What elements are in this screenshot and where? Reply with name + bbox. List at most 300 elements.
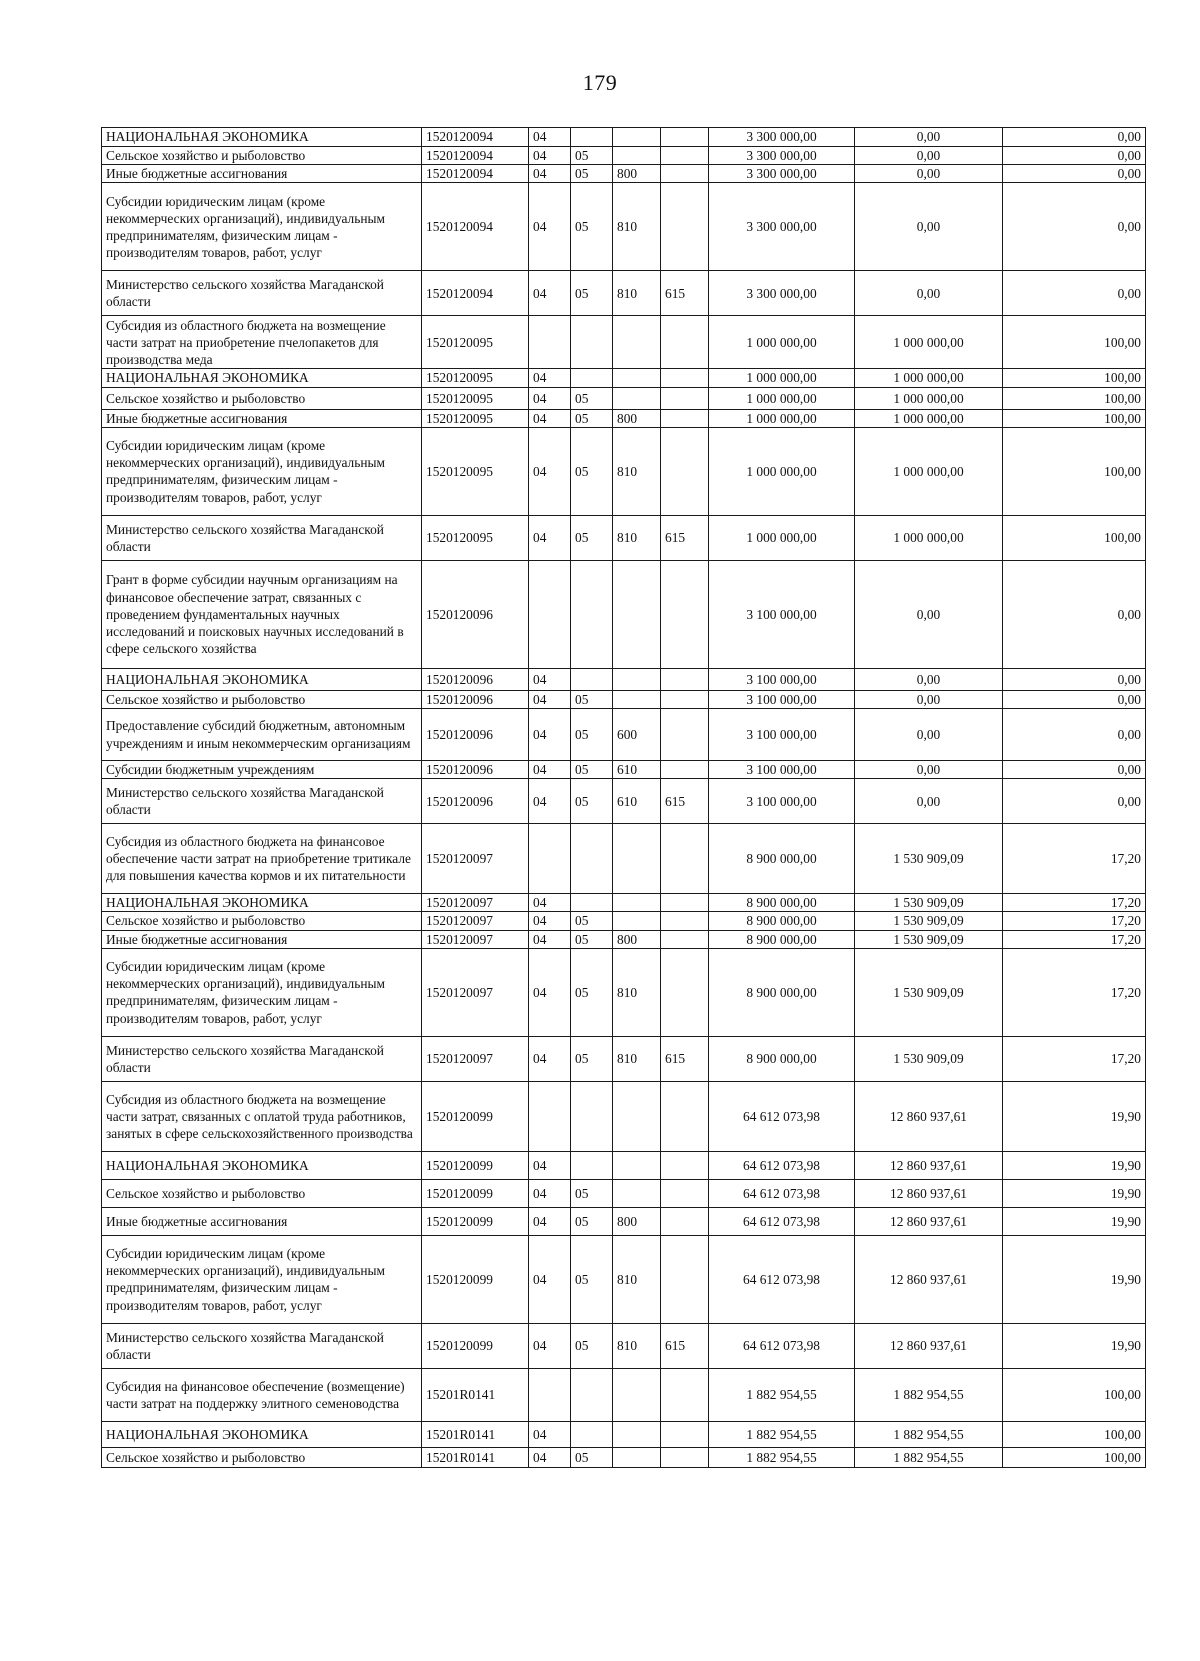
plan-amount-cell: 64 612 073,98 (709, 1323, 855, 1368)
expense-type-cell: 810 (613, 948, 661, 1036)
actual-amount-cell: 1 882 954,55 (855, 1421, 1003, 1447)
name-cell: НАЦИОНАЛЬНАЯ ЭКОНОМИКА (102, 894, 422, 912)
administrator-cell (661, 1151, 709, 1179)
administrator-cell (661, 165, 709, 183)
expense-type-cell: 600 (613, 709, 661, 761)
actual-amount-cell: 12 860 937,61 (855, 1323, 1003, 1368)
code-cell: 15201R0141 (422, 1368, 529, 1421)
percent-cell: 0,00 (1003, 668, 1146, 690)
name-cell: Сельское хозяйство и рыболовство (102, 1447, 422, 1467)
name-cell: Иные бюджетные ассигнования (102, 1207, 422, 1235)
plan-amount-cell: 3 100 000,00 (709, 779, 855, 824)
section-cell: 04 (529, 761, 571, 779)
administrator-cell (661, 948, 709, 1036)
table-row (102, 271, 1146, 316)
code-cell: 1520120096 (422, 668, 529, 690)
table-row (102, 409, 1146, 427)
percent-cell: 0,00 (1003, 560, 1146, 668)
actual-amount-cell: 0,00 (855, 560, 1003, 668)
section-cell: 04 (529, 912, 571, 930)
code-cell: 1520120099 (422, 1151, 529, 1179)
administrator-cell (661, 824, 709, 894)
section-cell: 04 (529, 668, 571, 690)
administrator-cell (661, 183, 709, 271)
name-cell: Субсидия из областного бюджета на финансовое обеспечение части затрат на приобретение тритикале для повышения качества кормов и их питательности (102, 824, 422, 894)
table-row (102, 1081, 1146, 1151)
code-cell: 1520120099 (422, 1179, 529, 1207)
subsection-cell (571, 560, 613, 668)
plan-amount-cell: 1 000 000,00 (709, 369, 855, 387)
name-cell: Сельское хозяйство и рыболовство (102, 912, 422, 930)
expense-type-cell (613, 1368, 661, 1421)
subsection-cell: 05 (571, 183, 613, 271)
actual-amount-cell: 1 530 909,09 (855, 894, 1003, 912)
percent-cell: 19,90 (1003, 1081, 1146, 1151)
percent-cell: 100,00 (1003, 1421, 1146, 1447)
plan-amount-cell: 8 900 000,00 (709, 912, 855, 930)
percent-cell: 100,00 (1003, 316, 1146, 369)
plan-amount-cell: 1 000 000,00 (709, 427, 855, 515)
plan-amount-cell: 3 100 000,00 (709, 690, 855, 708)
percent-cell: 0,00 (1003, 761, 1146, 779)
table-row (102, 1368, 1146, 1421)
name-cell: Иные бюджетные ассигнования (102, 165, 422, 183)
name-cell: Министерство сельского хозяйства Магаданской области (102, 1036, 422, 1081)
section-cell: 04 (529, 387, 571, 409)
percent-cell: 0,00 (1003, 165, 1146, 183)
expense-type-cell: 800 (613, 930, 661, 948)
administrator-cell (661, 1447, 709, 1467)
table-row (102, 387, 1146, 409)
expense-type-cell (613, 824, 661, 894)
actual-amount-cell: 1 530 909,09 (855, 948, 1003, 1036)
section-cell: 04 (529, 409, 571, 427)
table-row (102, 690, 1146, 708)
section-cell: 04 (529, 1447, 571, 1467)
subsection-cell: 05 (571, 271, 613, 316)
name-cell: Субсидии юридическим лицам (кроме некоммерческих организаций), индивидуальным предпринимателям, физическим лицам - производителям товаров, работ, услуг (102, 183, 422, 271)
table-row (102, 1151, 1146, 1179)
plan-amount-cell: 1 000 000,00 (709, 316, 855, 369)
table-row (102, 165, 1146, 183)
name-cell: Сельское хозяйство и рыболовство (102, 690, 422, 708)
subsection-cell: 05 (571, 912, 613, 930)
subsection-cell (571, 824, 613, 894)
plan-amount-cell: 1 882 954,55 (709, 1368, 855, 1421)
actual-amount-cell: 12 860 937,61 (855, 1207, 1003, 1235)
budget-table-body (102, 128, 1146, 1468)
name-cell: Субсидия из областного бюджета на возмещение части затрат, связанных с оплатой труда работников, занятых в сфере сельскохозяйственного производства (102, 1081, 422, 1151)
administrator-cell (661, 409, 709, 427)
plan-amount-cell: 64 612 073,98 (709, 1235, 855, 1323)
plan-amount-cell: 8 900 000,00 (709, 948, 855, 1036)
actual-amount-cell: 1 530 909,09 (855, 930, 1003, 948)
table-row (102, 560, 1146, 668)
actual-amount-cell: 0,00 (855, 128, 1003, 147)
administrator-cell (661, 1368, 709, 1421)
administrator-cell (661, 316, 709, 369)
plan-amount-cell: 64 612 073,98 (709, 1081, 855, 1151)
code-cell: 1520120097 (422, 894, 529, 912)
percent-cell: 100,00 (1003, 515, 1146, 560)
administrator-cell (661, 1179, 709, 1207)
code-cell: 1520120097 (422, 948, 529, 1036)
table-row (102, 128, 1146, 147)
section-cell: 04 (529, 1179, 571, 1207)
percent-cell: 19,90 (1003, 1235, 1146, 1323)
subsection-cell (571, 128, 613, 147)
expense-type-cell (613, 147, 661, 165)
percent-cell: 19,90 (1003, 1179, 1146, 1207)
name-cell: НАЦИОНАЛЬНАЯ ЭКОНОМИКА (102, 1151, 422, 1179)
code-cell: 1520120094 (422, 165, 529, 183)
plan-amount-cell: 3 300 000,00 (709, 183, 855, 271)
subsection-cell (571, 369, 613, 387)
table-row (102, 930, 1146, 948)
table-row (102, 316, 1146, 369)
section-cell: 04 (529, 1151, 571, 1179)
code-cell: 1520120094 (422, 128, 529, 147)
administrator-cell: 615 (661, 1036, 709, 1081)
percent-cell: 100,00 (1003, 427, 1146, 515)
code-cell: 1520120095 (422, 409, 529, 427)
actual-amount-cell: 1 000 000,00 (855, 427, 1003, 515)
actual-amount-cell: 12 860 937,61 (855, 1081, 1003, 1151)
administrator-cell: 615 (661, 271, 709, 316)
plan-amount-cell: 64 612 073,98 (709, 1179, 855, 1207)
section-cell: 04 (529, 515, 571, 560)
actual-amount-cell: 1 000 000,00 (855, 387, 1003, 409)
table-row (102, 1207, 1146, 1235)
administrator-cell (661, 560, 709, 668)
actual-amount-cell: 1 530 909,09 (855, 1036, 1003, 1081)
name-cell: Сельское хозяйство и рыболовство (102, 387, 422, 409)
code-cell: 1520120094 (422, 183, 529, 271)
administrator-cell (661, 690, 709, 708)
subsection-cell (571, 1081, 613, 1151)
administrator-cell (661, 912, 709, 930)
table-row (102, 1421, 1146, 1447)
name-cell: Сельское хозяйство и рыболовство (102, 147, 422, 165)
administrator-cell (661, 128, 709, 147)
table-row (102, 912, 1146, 930)
subsection-cell: 05 (571, 761, 613, 779)
actual-amount-cell: 1 000 000,00 (855, 409, 1003, 427)
section-cell: 04 (529, 894, 571, 912)
code-cell: 1520120095 (422, 316, 529, 369)
name-cell: НАЦИОНАЛЬНАЯ ЭКОНОМИКА (102, 128, 422, 147)
section-cell (529, 1081, 571, 1151)
subsection-cell: 05 (571, 948, 613, 1036)
plan-amount-cell: 1 882 954,55 (709, 1421, 855, 1447)
name-cell: НАЦИОНАЛЬНАЯ ЭКОНОМИКА (102, 1421, 422, 1447)
section-cell: 04 (529, 930, 571, 948)
actual-amount-cell: 1 530 909,09 (855, 824, 1003, 894)
name-cell: Грант в форме субсидии научным организациям на финансовое обеспечение затрат, связанных с проведением фундаментальных научных исследований и поисковых научных исследований в сфере сельского хозяйства (102, 560, 422, 668)
plan-amount-cell: 1 000 000,00 (709, 387, 855, 409)
plan-amount-cell: 8 900 000,00 (709, 1036, 855, 1081)
actual-amount-cell: 1 000 000,00 (855, 369, 1003, 387)
administrator-cell (661, 761, 709, 779)
code-cell: 1520120096 (422, 690, 529, 708)
expense-type-cell (613, 912, 661, 930)
name-cell: НАЦИОНАЛЬНАЯ ЭКОНОМИКА (102, 369, 422, 387)
expense-type-cell: 610 (613, 779, 661, 824)
plan-amount-cell: 8 900 000,00 (709, 930, 855, 948)
code-cell: 1520120096 (422, 560, 529, 668)
section-cell: 04 (529, 1036, 571, 1081)
section-cell: 04 (529, 427, 571, 515)
percent-cell: 0,00 (1003, 147, 1146, 165)
section-cell (529, 1368, 571, 1421)
expense-type-cell (613, 894, 661, 912)
expense-type-cell (613, 387, 661, 409)
subsection-cell (571, 1421, 613, 1447)
code-cell: 1520120094 (422, 147, 529, 165)
table-row (102, 761, 1146, 779)
section-cell: 04 (529, 147, 571, 165)
name-cell: Министерство сельского хозяйства Магаданской области (102, 1323, 422, 1368)
percent-cell: 17,20 (1003, 930, 1146, 948)
actual-amount-cell: 1 000 000,00 (855, 316, 1003, 369)
subsection-cell (571, 894, 613, 912)
code-cell: 1520120099 (422, 1081, 529, 1151)
table-row (102, 369, 1146, 387)
section-cell: 04 (529, 271, 571, 316)
subsection-cell: 05 (571, 1207, 613, 1235)
table-row (102, 894, 1146, 912)
name-cell: Субсидии юридическим лицам (кроме некоммерческих организаций), индивидуальным предпринимателям, физическим лицам - производителям товаров, работ, услуг (102, 1235, 422, 1323)
subsection-cell: 05 (571, 387, 613, 409)
section-cell: 04 (529, 690, 571, 708)
section-cell: 04 (529, 183, 571, 271)
code-cell: 1520120095 (422, 515, 529, 560)
actual-amount-cell: 0,00 (855, 668, 1003, 690)
percent-cell: 0,00 (1003, 183, 1146, 271)
section-cell: 04 (529, 369, 571, 387)
administrator-cell (661, 369, 709, 387)
code-cell: 1520120097 (422, 912, 529, 930)
administrator-cell (661, 930, 709, 948)
actual-amount-cell: 12 860 937,61 (855, 1179, 1003, 1207)
administrator-cell: 615 (661, 1323, 709, 1368)
actual-amount-cell: 0,00 (855, 183, 1003, 271)
subsection-cell (571, 668, 613, 690)
plan-amount-cell: 1 000 000,00 (709, 515, 855, 560)
plan-amount-cell: 64 612 073,98 (709, 1207, 855, 1235)
code-cell: 1520120095 (422, 369, 529, 387)
name-cell: Субсидия из областного бюджета на возмещение части затрат на приобретение пчелопакетов для производства меда (102, 316, 422, 369)
plan-amount-cell: 3 300 000,00 (709, 128, 855, 147)
code-cell: 1520120095 (422, 427, 529, 515)
administrator-cell (661, 894, 709, 912)
table-row (102, 183, 1146, 271)
subsection-cell: 05 (571, 1323, 613, 1368)
plan-amount-cell: 8 900 000,00 (709, 824, 855, 894)
plan-amount-cell: 8 900 000,00 (709, 894, 855, 912)
expense-type-cell: 810 (613, 427, 661, 515)
plan-amount-cell: 3 100 000,00 (709, 709, 855, 761)
section-cell: 04 (529, 1207, 571, 1235)
actual-amount-cell: 0,00 (855, 761, 1003, 779)
name-cell: Министерство сельского хозяйства Магаданской области (102, 515, 422, 560)
actual-amount-cell: 1 882 954,55 (855, 1447, 1003, 1467)
actual-amount-cell: 1 000 000,00 (855, 515, 1003, 560)
table-row (102, 779, 1146, 824)
code-cell: 1520120097 (422, 1036, 529, 1081)
plan-amount-cell: 1 000 000,00 (709, 409, 855, 427)
percent-cell: 100,00 (1003, 387, 1146, 409)
plan-amount-cell: 1 882 954,55 (709, 1447, 855, 1467)
percent-cell: 0,00 (1003, 709, 1146, 761)
expense-type-cell (613, 1179, 661, 1207)
expense-type-cell: 810 (613, 1036, 661, 1081)
administrator-cell (661, 709, 709, 761)
plan-amount-cell: 64 612 073,98 (709, 1151, 855, 1179)
administrator-cell: 615 (661, 515, 709, 560)
actual-amount-cell: 12 860 937,61 (855, 1151, 1003, 1179)
code-cell: 1520120095 (422, 387, 529, 409)
name-cell: Предоставление субсидий бюджетным, автономным учреждениям и иным некоммерческим организациям (102, 709, 422, 761)
expense-type-cell: 810 (613, 1235, 661, 1323)
percent-cell: 0,00 (1003, 690, 1146, 708)
name-cell: Иные бюджетные ассигнования (102, 409, 422, 427)
plan-amount-cell: 3 100 000,00 (709, 761, 855, 779)
subsection-cell: 05 (571, 1036, 613, 1081)
plan-amount-cell: 3 300 000,00 (709, 165, 855, 183)
table-row (102, 515, 1146, 560)
table-row (102, 948, 1146, 1036)
plan-amount-cell: 3 100 000,00 (709, 668, 855, 690)
percent-cell: 0,00 (1003, 128, 1146, 147)
subsection-cell: 05 (571, 779, 613, 824)
expense-type-cell (613, 668, 661, 690)
name-cell: Министерство сельского хозяйства Магаданской области (102, 779, 422, 824)
section-cell: 04 (529, 165, 571, 183)
subsection-cell (571, 1368, 613, 1421)
actual-amount-cell: 0,00 (855, 690, 1003, 708)
expense-type-cell: 800 (613, 165, 661, 183)
expense-type-cell (613, 1447, 661, 1467)
expense-type-cell: 810 (613, 515, 661, 560)
actual-amount-cell: 0,00 (855, 779, 1003, 824)
expense-type-cell (613, 369, 661, 387)
administrator-cell (661, 147, 709, 165)
expense-type-cell (613, 1081, 661, 1151)
table-row (102, 1447, 1146, 1467)
table-row (102, 1235, 1146, 1323)
administrator-cell (661, 427, 709, 515)
percent-cell: 100,00 (1003, 369, 1146, 387)
code-cell: 1520120096 (422, 779, 529, 824)
expense-type-cell: 800 (613, 1207, 661, 1235)
subsection-cell (571, 1151, 613, 1179)
code-cell: 15201R0141 (422, 1421, 529, 1447)
code-cell: 1520120097 (422, 824, 529, 894)
percent-cell: 100,00 (1003, 1368, 1146, 1421)
expense-type-cell (613, 1421, 661, 1447)
expense-type-cell (613, 690, 661, 708)
percent-cell: 100,00 (1003, 1447, 1146, 1467)
expense-type-cell (613, 560, 661, 668)
table-row (102, 427, 1146, 515)
code-cell: 1520120099 (422, 1207, 529, 1235)
name-cell: Сельское хозяйство и рыболовство (102, 1179, 422, 1207)
administrator-cell (661, 1207, 709, 1235)
name-cell: Субсидии юридическим лицам (кроме некоммерческих организаций), индивидуальным предпринимателям, физическим лицам - производителям товаров, работ, услуг (102, 948, 422, 1036)
percent-cell: 0,00 (1003, 271, 1146, 316)
table-row (102, 824, 1146, 894)
administrator-cell (661, 1081, 709, 1151)
section-cell (529, 316, 571, 369)
subsection-cell: 05 (571, 1235, 613, 1323)
plan-amount-cell: 3 100 000,00 (709, 560, 855, 668)
section-cell: 04 (529, 128, 571, 147)
name-cell: Субсидия на финансовое обеспечение (возмещение) части затрат на поддержку элитного семеноводства (102, 1368, 422, 1421)
code-cell: 1520120094 (422, 271, 529, 316)
actual-amount-cell: 0,00 (855, 147, 1003, 165)
code-cell: 1520120099 (422, 1323, 529, 1368)
section-cell: 04 (529, 1323, 571, 1368)
expense-type-cell (613, 1151, 661, 1179)
actual-amount-cell: 1 882 954,55 (855, 1368, 1003, 1421)
percent-cell: 17,20 (1003, 824, 1146, 894)
expense-type-cell: 800 (613, 409, 661, 427)
code-cell: 1520120097 (422, 930, 529, 948)
table-row (102, 668, 1146, 690)
section-cell: 04 (529, 1421, 571, 1447)
subsection-cell: 05 (571, 1447, 613, 1467)
plan-amount-cell: 3 300 000,00 (709, 271, 855, 316)
actual-amount-cell: 1 530 909,09 (855, 912, 1003, 930)
table-row (102, 709, 1146, 761)
code-cell: 1520120096 (422, 761, 529, 779)
actual-amount-cell: 12 860 937,61 (855, 1235, 1003, 1323)
code-cell: 15201R0141 (422, 1447, 529, 1467)
section-cell: 04 (529, 709, 571, 761)
subsection-cell: 05 (571, 147, 613, 165)
percent-cell: 17,20 (1003, 894, 1146, 912)
section-cell: 04 (529, 779, 571, 824)
expense-type-cell: 610 (613, 761, 661, 779)
plan-amount-cell: 3 300 000,00 (709, 147, 855, 165)
administrator-cell (661, 1235, 709, 1323)
expense-type-cell: 810 (613, 271, 661, 316)
percent-cell: 17,20 (1003, 948, 1146, 1036)
table-row (102, 1036, 1146, 1081)
administrator-cell (661, 668, 709, 690)
expense-type-cell: 810 (613, 183, 661, 271)
administrator-cell (661, 387, 709, 409)
subsection-cell: 05 (571, 427, 613, 515)
expense-type-cell: 810 (613, 1323, 661, 1368)
section-cell (529, 560, 571, 668)
name-cell: Субсидии юридическим лицам (кроме некоммерческих организаций), индивидуальным предпринимателям, физическим лицам - производителям товаров, работ, услуг (102, 427, 422, 515)
subsection-cell: 05 (571, 709, 613, 761)
subsection-cell: 05 (571, 165, 613, 183)
percent-cell: 19,90 (1003, 1151, 1146, 1179)
subsection-cell: 05 (571, 690, 613, 708)
name-cell: НАЦИОНАЛЬНАЯ ЭКОНОМИКА (102, 668, 422, 690)
subsection-cell: 05 (571, 409, 613, 427)
administrator-cell: 615 (661, 779, 709, 824)
section-cell: 04 (529, 948, 571, 1036)
actual-amount-cell: 0,00 (855, 165, 1003, 183)
percent-cell: 0,00 (1003, 779, 1146, 824)
code-cell: 1520120099 (422, 1235, 529, 1323)
actual-amount-cell: 0,00 (855, 709, 1003, 761)
table-row (102, 1323, 1146, 1368)
